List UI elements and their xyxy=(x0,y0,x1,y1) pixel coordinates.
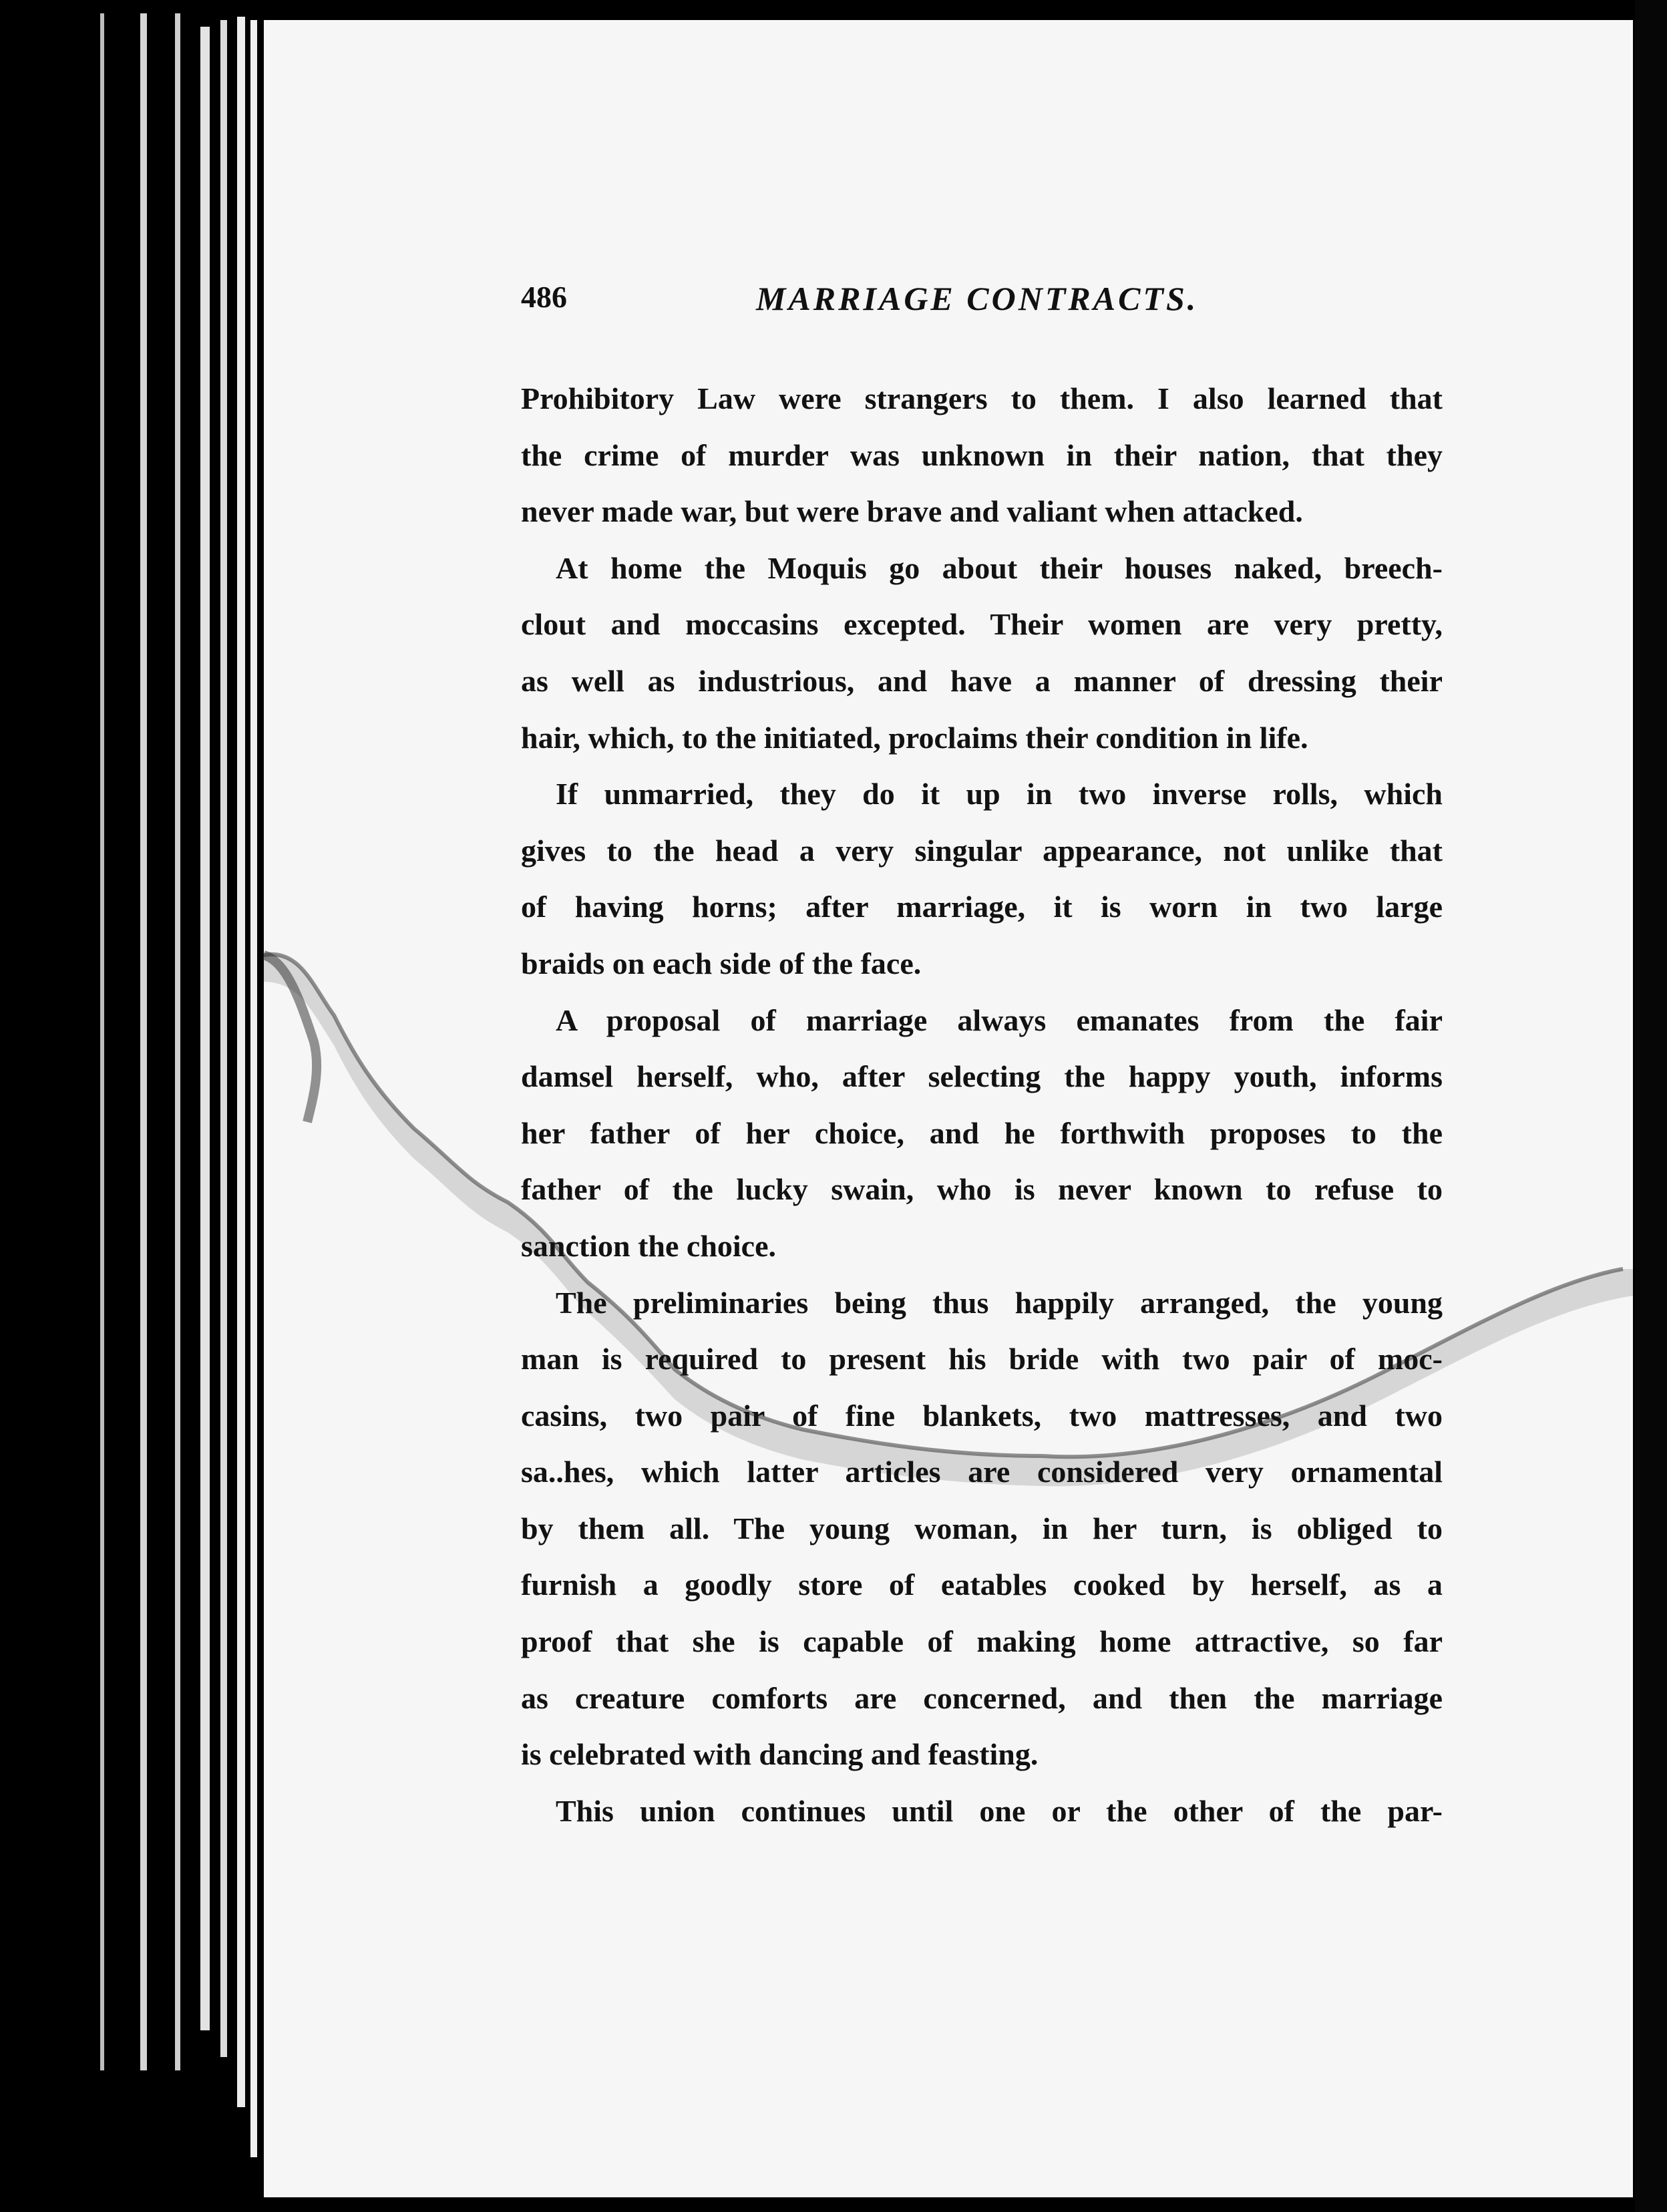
text-line: man is required to present his bride with two pair of moc- xyxy=(521,1342,1443,1376)
text-line: gives to the head a very singular appearance, not unlike that xyxy=(521,833,1443,868)
text-line: sanction the choice. xyxy=(521,1228,777,1263)
page-edge xyxy=(100,13,104,2070)
text-line: sa..hes, which latter articles are considered very ornamental xyxy=(521,1455,1443,1489)
text-line: furnish a goodly store of eatables cooked by herself, as a xyxy=(521,1568,1443,1602)
page-edge xyxy=(237,17,245,2107)
text-line: is celebrated with dancing and feasting. xyxy=(521,1737,1039,1772)
text-line: never made war, but were brave and valiant when attacked. xyxy=(521,494,1303,529)
text-line: If unmarried, they do it up in two inverse rolls, which xyxy=(556,777,1443,811)
text-line: The preliminaries being thus happily arranged, the young xyxy=(556,1285,1443,1320)
text-line: damsel herself, who, after selecting the happy youth, informs xyxy=(521,1059,1443,1094)
text-line: clout and moccasins excepted. Their women are very pretty, xyxy=(521,607,1443,642)
page-edge xyxy=(140,13,147,2070)
page-edge xyxy=(220,20,227,2057)
text-line: of having horns; after marriage, it is worn in two large xyxy=(521,890,1443,924)
page-edge xyxy=(200,27,210,2030)
text-line: At home the Moquis go about their houses naked, breech- xyxy=(556,550,1443,585)
text-line: braids on each side of the face. xyxy=(521,946,922,980)
page-number: 486 xyxy=(521,280,567,314)
text-line: the crime of murder was unknown in their nation, that they xyxy=(521,437,1443,472)
body-text xyxy=(521,371,1443,1839)
text-line: This union continues until one or the other of the par- xyxy=(556,1793,1443,1828)
running-head xyxy=(521,279,1456,339)
scan-border-right xyxy=(1635,0,1667,2212)
page-edge xyxy=(250,20,257,2157)
text-line: as creature comforts are concerned, and then the marriage xyxy=(521,1680,1443,1715)
text-line: her father of her choice, and he forthwith proposes to the xyxy=(521,1115,1443,1150)
page-edge xyxy=(175,13,180,2070)
text-line: Prohibitory Law were strangers to them. I also learned that xyxy=(521,381,1443,415)
text-line: father of the lucky swain, who is never known to refuse to xyxy=(521,1172,1443,1207)
text-line: hair, which, to the initiated, proclaims their condition in life. xyxy=(521,720,1308,755)
text-line: by them all. The young woman, in her turn, is obliged to xyxy=(521,1511,1443,1545)
text-line: casins, two pair of fine blankets, two mattresses, and two xyxy=(521,1398,1443,1433)
chapter-title: MARRIAGE CONTRACTS. xyxy=(756,280,1199,317)
text-line: proof that she is capable of making home attractive, so far xyxy=(521,1624,1443,1659)
text-line: A proposal of marriage always emanates from the fair xyxy=(556,1002,1443,1037)
text-line: as well as industrious, and have a manner of dressing their xyxy=(521,663,1443,698)
